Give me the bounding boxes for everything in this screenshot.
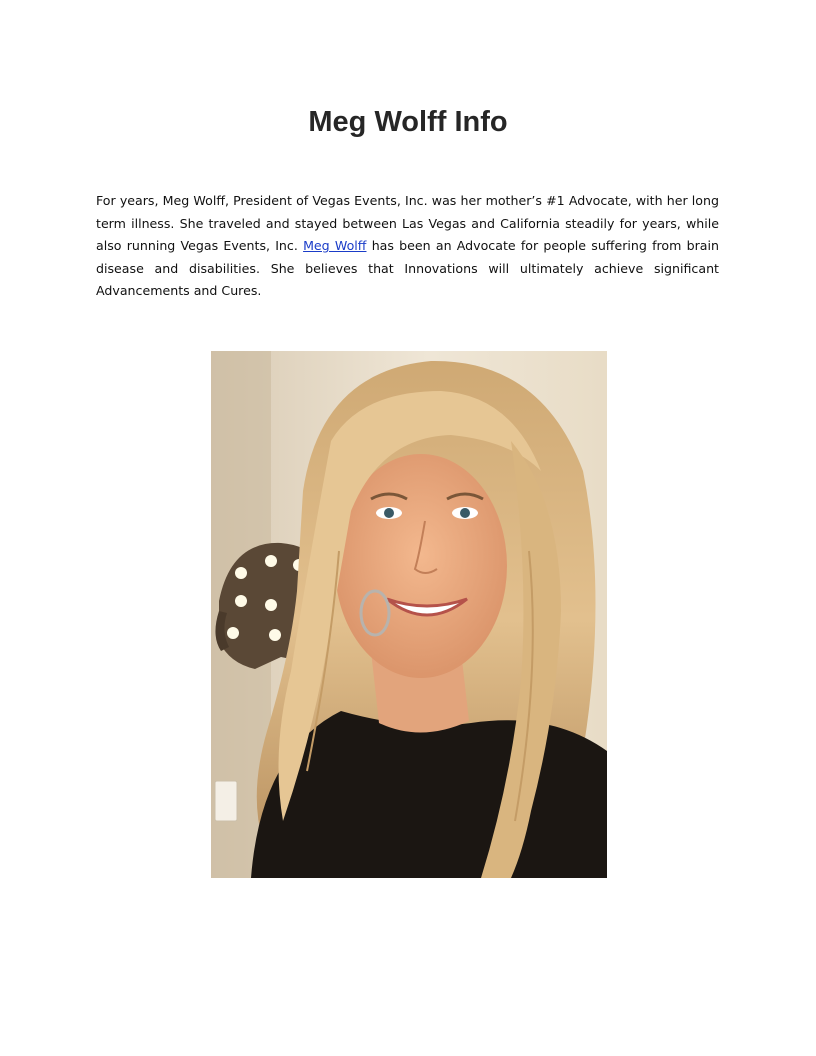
page-title: Meg Wolff Info <box>308 106 508 138</box>
meg-wolff-link[interactable]: Meg Wolff <box>303 238 367 254</box>
intro-paragraph <box>96 190 719 303</box>
portrait-photo <box>211 351 607 878</box>
paragraph-text-start: For years, Meg Wolff, President of Vegas Events, Inc. was her mother’s #1 Advocate, with her long term illness. She traveled and stayed between Las Vegas and California steadily for years, while also running Vegas Events, Inc. <box>96 193 719 254</box>
paragraph-text-end: has been an Advocate for people suffering from brain disease and disabilities. She believes that Innovations will ultimately achieve significant Advancements and Cures. <box>96 238 719 299</box>
